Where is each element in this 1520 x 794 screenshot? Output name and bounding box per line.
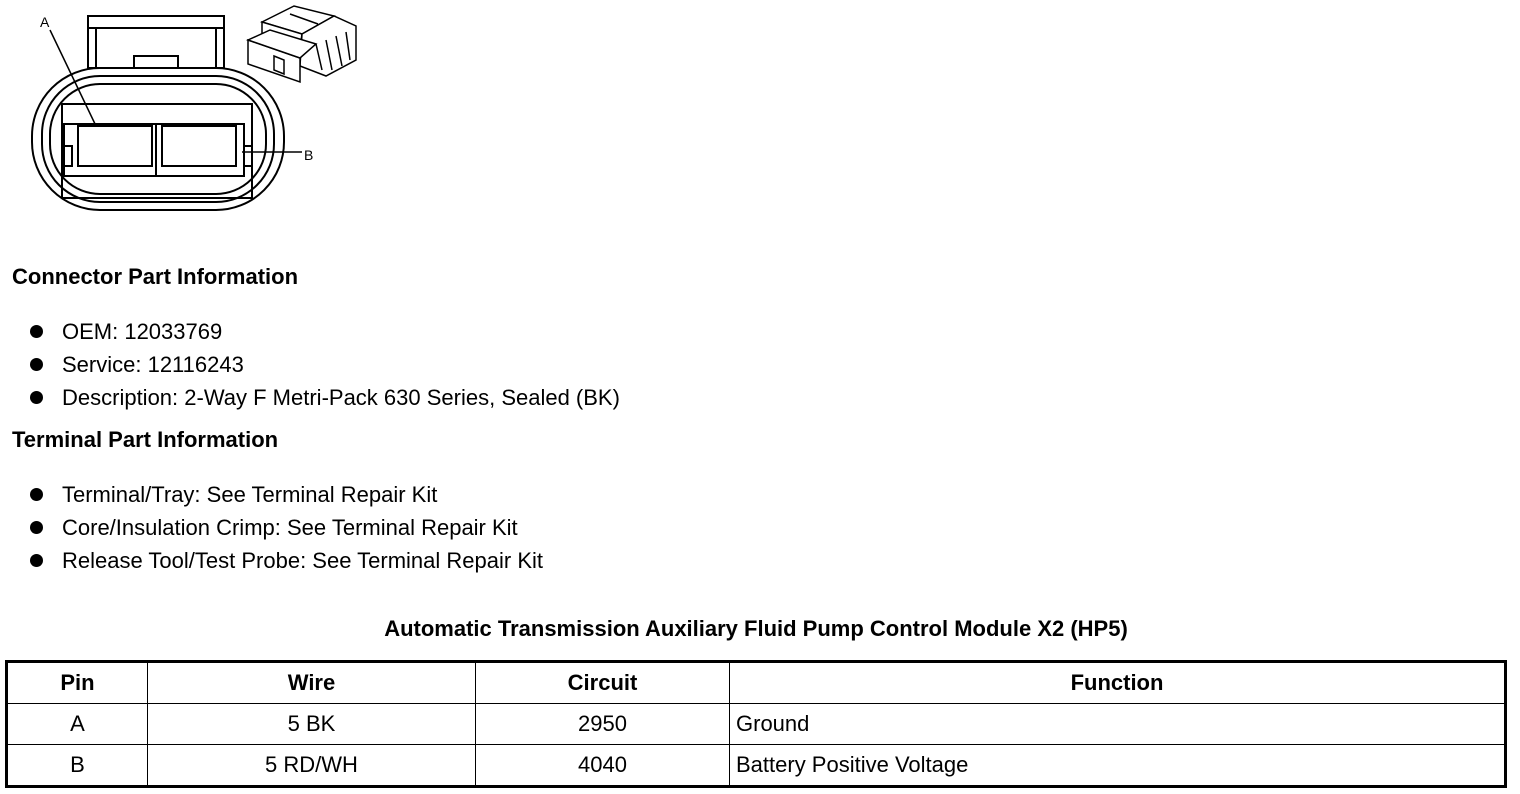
terminal-info-heading: Terminal Part Information [12,427,279,452]
connector-info-list [0,315,620,414]
cell-circuit: 4040 [476,745,730,787]
list-item: Description: 2-Way F Metri-Pack 630 Series, Sealed (BK) [0,381,620,414]
connector-diagram [0,0,380,230]
header-pin: Pin [7,662,148,704]
bullet-icon [30,488,43,501]
bullet-icon [30,325,43,338]
table-row [7,704,1506,745]
latch-outline [88,16,224,68]
cell-function: Ground [730,704,1506,745]
table-header-row [7,662,1506,704]
pinout-table [5,660,1507,788]
list-item: OEM: 12033769 [0,315,620,348]
list-item: Terminal/Tray: See Terminal Repair Kit [0,478,543,511]
list-item: Release Tool/Test Probe: See Terminal Repair Kit [0,544,543,577]
label-a: A [40,14,50,30]
bullet-icon [30,358,43,371]
cell-wire: 5 BK [148,704,476,745]
cell-function: Battery Positive Voltage [730,745,1506,787]
cavity-b [162,126,236,166]
cell-pin: B [7,745,148,787]
connector-info-heading: Connector Part Information [12,264,299,289]
outer-shell [32,68,284,210]
list-item: Core/Insulation Crimp: See Terminal Repair Kit [0,511,543,544]
header-circuit: Circuit [476,662,730,704]
list-item: Service: 12116243 [0,348,620,381]
connector-face-drawing [0,0,380,230]
cavity-a [78,126,152,166]
table-row [7,745,1506,787]
bullet-icon [30,391,43,404]
cell-pin: A [7,704,148,745]
label-b: B [304,147,314,163]
cell-wire: 5 RD/WH [148,745,476,787]
bullet-icon [30,521,43,534]
terminal-info-list [0,478,543,577]
table-title: Automatic Transmission Auxiliary Fluid Pump Control Module X2 (HP5) [384,616,1128,641]
bullet-icon [30,554,43,567]
connector-iso-view [248,6,356,82]
cell-circuit: 2950 [476,704,730,745]
header-function: Function [730,662,1506,704]
header-wire: Wire [148,662,476,704]
